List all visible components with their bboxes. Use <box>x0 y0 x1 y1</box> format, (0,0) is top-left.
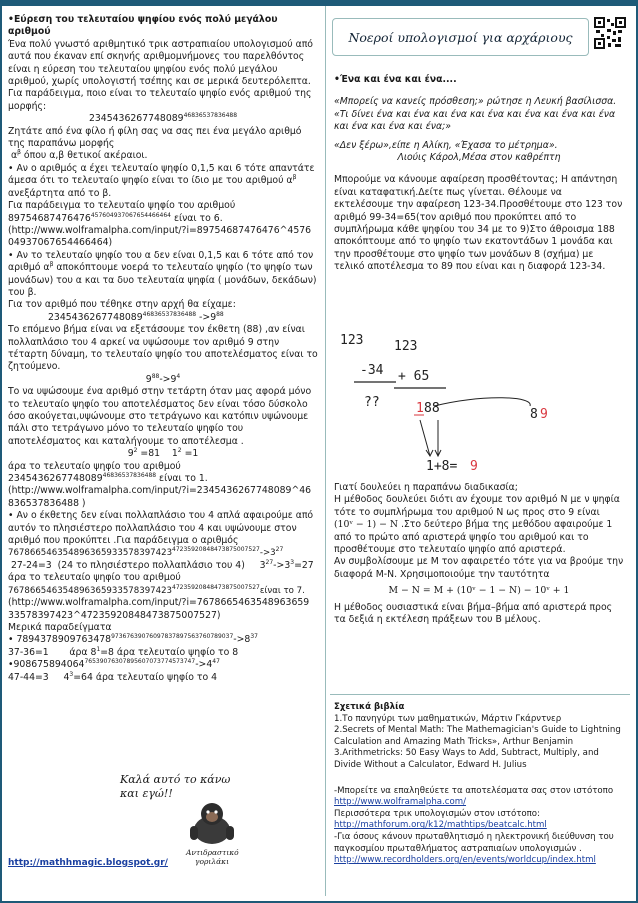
page-banner: Νοεροί υπολογισμοί για αρχάριους <box>332 18 589 56</box>
paragraph: άρα το τελευταίο ψηφίο του αριθμού <box>8 460 181 472</box>
subtraction-diagram <box>334 330 624 470</box>
identity-formula: M − N = M + (10ᵛ − 1 − N) − 10ᵛ + 1 <box>388 585 570 597</box>
diagram-hundreds-digit: 1 <box>416 401 424 416</box>
section-title-last-digit: •Εύρεση του τελευταίου ψηφίου ενός πολύ μεγάλου αριθμού <box>8 14 278 38</box>
paragraph: $\alpha^\beta$ όπου α,β θετικοί ακέραιοι. <box>10 149 148 162</box>
left-column <box>8 14 318 684</box>
refs-title: Σχετικά βιβλία <box>334 702 405 712</box>
example-number: $9^{88}->9^4$ <box>145 372 181 385</box>
note: -Μπορείτε να επαληθεύετε τα αποτελέσματα σας στον ιστότοπο <box>334 785 614 796</box>
diagram-sum: 1+8= <box>426 459 458 470</box>
example-number: $2345436267748089^{46836537836488}$ $->9^{88}$ <box>48 310 224 323</box>
example-number: 27-24=3 (24 το πλησιέστερο πολλαπλάσιο του 4) $3^{27}->3^3=27$ <box>8 558 314 571</box>
example-number: $767866546354896365933578397423^{47235920848473875007527}->3^{27}$ <box>8 546 284 559</box>
paragraph: Μερικά παραδείγματα <box>8 621 112 633</box>
diagram-plus-65: + 65 <box>398 369 430 384</box>
wolfram-link[interactable]: (http://www.wolframalpha.com/input/?i=89754687476476^4576 04937067654466464) <box>8 224 312 249</box>
paragraph: Το να υψώσουμε ένα αριθμό στην τετάρτη όταν μας αφορά μόνο το τελευταίο ψηφίο του αποτελέσματος δεν είναι τόσο δύσκολο όσο ακούγεται,υψώνουμε στο τετράγωνο και κατόπιν υψώνουμε πάλι στο τετράγωνο μόνο το τελευταίο ψηφίο του αποτελέσματος και καταλήγουμε το αποτέλεσμα . <box>8 386 312 447</box>
reference-item: 3.Arithmetricks: 50 Easy Ways to Add, Subtract, Multiply, and Divide Without a Calculator, Edward H. Julius <box>334 748 599 770</box>
diagram-123-left: 123 <box>340 333 364 348</box>
example-number: $•908675894064^{76539076307895607073774573747}->4^{47}$ <box>8 658 220 671</box>
paragraph: Η μέθοδος ουσιαστικά είναι βήμα–βήμα από αριστερά προς τα δεξιά η εκτέλεση πράξεων του Β μέλους. <box>334 601 613 626</box>
refs-divider <box>330 694 630 695</box>
paragraph: Αν συμβολίσουμε με Μ τον αφαιρετέο τότε για να βρούμε την διαφορά Μ-Ν. Χρησιμοποιούμε την ταυτότητα <box>334 556 624 580</box>
top-strip <box>0 0 638 6</box>
column-divider <box>325 6 326 896</box>
example-number: 37-36=1 άρα $8^1=8$ άρα τελευταίο ψηφίο το 8 <box>8 645 239 658</box>
paragraph: Το επόμενο βήμα είναι να εξετάσουμε τον έκθετη (88) ,αν είναι πολλαπλάσιο του 4 αρκεί να υψώσουμε τον αριθμό 9 στην τέταρτη δύναμη, το τελευταίο ψηφίο του αποτελέσματος είναι το ζητούμενο. <box>8 324 318 373</box>
diagram-188-rest: 88 <box>424 401 440 416</box>
paragraph: Ένα πολύ γνωστό αριθμητικό τρικ αστραπιαίου υπολογισμού από αυτά που έκαναν επί σκηνής αριθμομνήμονες του παρελθόντος είναι η εύρεση του τελευταίου ψηφίου ενός πολύ μεγάλου αριθμού, χωρίς υπολογιστή τσέπης και σε μερικά δευτερόλεπτα. Για παράδειγμα, ποιο είναι το τελευταίο ψηφίο ενός αριθμού της μορφής: <box>8 38 313 112</box>
paragraph: • Αν το τελευταίο ψηφίο του α δεν είναι 0,1,5 και 6 τότε από τον αριθμό $\alpha^\beta$ αποκόπτουμε νοερά το τελευταίο ψηφίο (το ψηφίο των μονάδων) του α και τα δυο τελευταία ψηφία ( μονάδων, δεκάδων) του β. <box>8 249 317 298</box>
example-number: $9^2 =81$ $1^2 =1$ <box>127 447 199 460</box>
example-number: • $7894378909763478^{97367639076097837897563760789037}->8^{37}$ <box>8 633 258 646</box>
paragraph: • Αν ο έκθετης δεν είναι πολλαπλάσιο του 4 απλά αφαιρούμε από αυτόν το πλησιέστερο πολλαπλάσιο του 4 και υψώνουμε στον αριθμό που προκύπτει .Για παράδειγμα ο αριθμός <box>8 510 314 547</box>
note: Περισσότερα τρικ υπολογισμών στον ιστότοπο: <box>334 808 540 819</box>
paragraph: Η μέθοδος δουλεύει διότι αν έχουμε τον αριθμό Ν με ν ψηφία τότε το συμπλήρωμα του αριθμού Ν ως προς στο 9 είναι <box>334 494 620 518</box>
paragraph: (10ᵛ − 1) − N .Στο δεύτερο βήμα της μεθόδου αφαιρούμε 1 από το πρώτο από αριστερά ψηφίο του αριθμού και το προσθέτουμε στο τελευταίο ψηφίο από αριστερά. <box>334 519 613 556</box>
example-number: $767866546354896365933578397423^{47235920848473875007527}\varepsilon ί\nu\alpha\iota$ το 7. <box>8 583 305 596</box>
example-number: $2345436267748089^{46836537836488}$ είναι το 1. <box>8 471 208 485</box>
right-column-top <box>334 74 624 274</box>
recordholders-url[interactable]: http://www.recordholders.org/en/events/worldcup/index.html <box>334 855 596 866</box>
diagram-sum-result: 9 <box>470 459 478 470</box>
wolfram-url[interactable]: http://www.wolframalpha.com/ <box>334 797 467 808</box>
references <box>334 702 624 867</box>
quote-source: Λιούις Κάρολ,Μέσα στον καθρέπτη <box>397 152 561 164</box>
paragraph: Μπορούμε να κάνουμε αφαίρεση προσθέτοντας; Η απάντηση είναι καταφατική.Δείτε πως γίνεται. Θέλουμε να εκτελέσουμε την αφαίρεση 123-34.Προσθέτουμε στο 123 τον αριθμό 99-34=65(τον αριθμό που προκύπτει από το συμπλήρωμα κάθε ψηφίου του 34 με το 9)Στο άθροισμα 188 αποκόπτουμε από το ψηφίο των εκατοντάδων 1 μονάδα και την προσθέτουμε στο ψηφίο των μονάδων 8 (σχήμα) με τελικό αποτέλεσμα το 89 που είναι και η διαφορά 123-34. <box>334 174 623 273</box>
gorilla-quote: Καλά αυτό το κάνω και εγώ!! <box>120 773 231 800</box>
note: -Για όσους κάνουν πρωταθλητισμό η ηλεκτρονική διεύθυνση του παγκοσμίου πρωταθλήματος αστραπιαίων υπολογισμών . <box>334 831 614 854</box>
paragraph: άρα το τελευταίο ψηφίο του αριθμού <box>8 572 181 584</box>
gorilla-image <box>184 800 240 846</box>
diagram-123-right: 123 <box>394 339 418 354</box>
wolfram-link[interactable]: (http://www.wolframalpha.com/input/?i=7678665463548963659 33578397423^47235920848473875007527) <box>8 597 310 621</box>
example-number: $2345436267748089^{46836537836488}$ <box>88 112 238 125</box>
blog-link[interactable]: http://mathhmagic.blogspot.gr/ <box>8 858 168 868</box>
example-number: $89754687476476^{457604937067654466464}$ είναι το 6. <box>8 211 223 224</box>
reference-item: 1.Το πανηγύρι των μαθηματικών, Μάρτιν Γκάρντνερ <box>334 713 562 724</box>
paragraph: Γιατί δουλεύει η παραπάνω διαδικασία; <box>334 482 518 493</box>
paragraph: Ζητάτε από ένα φίλο ή φίλη σας να σας πει ένα μεγάλο αριθμό της παραπάνω μορφής <box>8 125 302 150</box>
paragraph: Για παράδειγμα το τελευταίο ψηφίο του αριθμού <box>8 200 236 212</box>
reference-item: 2.Secrets of Mental Math: The Mathemagician's Guide to Lightning Calculation and Amazing Math Tricks», Arthur Benjamin <box>334 725 621 747</box>
right-column-bottom <box>334 482 624 626</box>
diagram-result-units: 9 <box>540 407 548 422</box>
paragraph: • Αν ο αριθμός α έχει τελευταίο ψηφίο 0,1,5 και 6 τότε απαντάτε άμεσα ότι το τελευταίο ψηφίο είναι το ίδιο με του αριθμού $\alpha^\beta$ ανεξάρτητα από το β. <box>8 162 315 199</box>
example-number: 47-44=3 $4^3=64$ άρα τελευταίο ψηφίο το 4 <box>8 670 218 683</box>
wolfram-link[interactable]: (http://www.wolframalpha.com/input/?i=2345436267748089^46 836537836488 ) <box>8 485 312 509</box>
diagram-result-tens: 8 <box>530 407 538 422</box>
diagram-question: ?? <box>364 395 380 410</box>
carroll-quote: «Δεν ξέρω»,είπε η Αλίκη, «Έχασα το μέτρημα». <box>334 139 558 151</box>
paragraph: Για τον αριθμό που τέθηκε στην αρχή θα είχαμε: <box>8 299 236 311</box>
carroll-quote: «Μπορείς να κανείς πρόσθεση;» ρώτησε η Λευκή βασίλισσα. «Τι δίνει ένα και ένα και ένα και ένα και ένα και ένα και ένα και ένα και ένα και ένα;» <box>334 96 617 133</box>
gorilla-caption: Αντιδραστικό γοριλάκι <box>186 848 239 866</box>
diagram-minus-34: -34 <box>360 363 384 378</box>
qr-code-icon <box>594 17 626 49</box>
mathforum-url[interactable]: http://mathforum.org/k12/mathtips/beatcalc.html <box>334 820 547 831</box>
section-title-subtraction: •Ένα και ένα και ένα.... <box>334 74 457 85</box>
